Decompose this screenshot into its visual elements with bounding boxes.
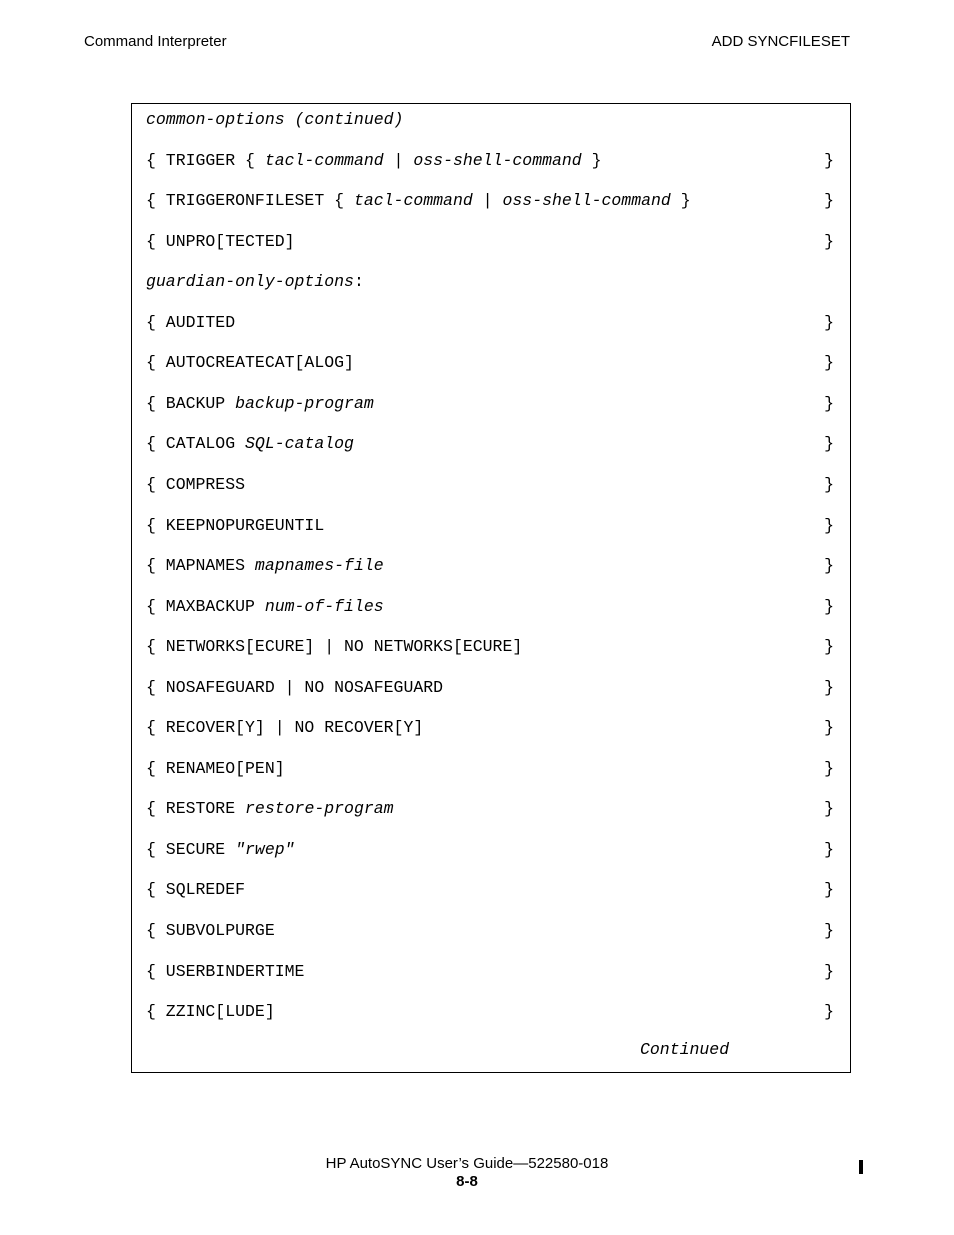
closing-brace: }	[824, 312, 834, 332]
syntax-keyword: { UNPRO[TECTED]	[146, 231, 295, 251]
syntax-variable: tacl-command	[353, 191, 473, 211]
syntax-keyword: { AUDITED	[146, 312, 236, 332]
syntax-line	[146, 150, 834, 172]
closing-brace: }	[824, 1002, 834, 1022]
syntax-keyword: { BACKUP	[146, 393, 236, 413]
closing-brace: }	[824, 718, 834, 738]
running-header-right: ADD SYNCFILESET	[711, 33, 850, 50]
syntax-line	[146, 393, 834, 415]
syntax-line	[146, 190, 834, 212]
closing-brace: }	[824, 637, 834, 657]
syntax-keyword: { SUBVOLPURGE	[146, 921, 275, 940]
syntax-line	[146, 271, 834, 293]
closing-brace: }	[824, 758, 834, 778]
closing-brace: }	[824, 353, 834, 373]
closing-brace: }	[824, 596, 834, 616]
syntax-variable: num-of-files	[264, 596, 384, 616]
syntax-keyword: { NOSAFEGUARD | NO NOSAFEGUARD	[146, 677, 444, 697]
closing-brace: }	[824, 799, 834, 819]
syntax-line	[146, 474, 834, 496]
syntax-keyword: { RECOVER[Y] | NO RECOVER[Y]	[146, 718, 424, 738]
syntax-keyword: }	[670, 191, 691, 211]
syntax-line	[146, 1001, 834, 1023]
syntax-line	[146, 515, 834, 537]
syntax-line	[146, 758, 834, 780]
closing-brace: }	[824, 880, 834, 900]
closing-brace: }	[824, 150, 834, 170]
syntax-line	[146, 677, 834, 699]
syntax-keyword: { ZZINC[LUDE]	[146, 1002, 275, 1022]
syntax-line	[146, 596, 834, 618]
syntax-line	[146, 920, 834, 942]
page-number: 8-8	[456, 1173, 478, 1190]
syntax-keyword: { COMPRESS	[146, 474, 246, 494]
syntax-line	[146, 798, 834, 820]
syntax-keyword: :	[353, 272, 364, 292]
syntax-keyword: { USERBINDERTIME	[146, 961, 305, 981]
syntax-keyword: { RESTORE	[146, 799, 246, 819]
syntax-variable: restore-program	[245, 799, 394, 819]
closing-brace: }	[824, 231, 834, 251]
syntax-keyword: { AUTOCREATECAT[ALOG]	[146, 353, 354, 373]
syntax-keyword: { SQLREDEF	[146, 880, 246, 900]
syntax-line	[146, 879, 834, 901]
syntax-keyword: { RENAMEO[PEN]	[146, 758, 285, 778]
closing-brace: }	[824, 839, 834, 859]
syntax-keyword: { KEEPNOPURGEUNTIL	[146, 515, 325, 535]
change-bar	[859, 1160, 863, 1174]
continued-label: Continued	[640, 1039, 730, 1059]
footer-title: HP AutoSYNC User’s Guide—522580-018	[325, 1155, 609, 1172]
syntax-variable: SQL-catalog	[245, 434, 354, 454]
syntax-keyword: { SECURE	[146, 839, 236, 859]
closing-brace: }	[824, 393, 834, 413]
syntax-line	[146, 555, 834, 577]
syntax-keyword: { TRIGGER {	[146, 150, 265, 170]
syntax-keyword: }	[581, 150, 602, 170]
closing-brace: }	[824, 474, 834, 494]
running-header-left: Command Interpreter	[84, 33, 227, 50]
syntax-variable: backup-program	[235, 393, 374, 413]
closing-brace: }	[824, 515, 834, 535]
syntax-variable: mapnames-file	[254, 556, 384, 576]
closing-brace: }	[824, 961, 834, 981]
syntax-line	[146, 109, 834, 131]
closing-brace: }	[824, 191, 834, 211]
syntax-line	[146, 312, 834, 334]
syntax-line	[146, 961, 834, 983]
closing-brace: }	[824, 677, 834, 697]
syntax-line	[146, 352, 834, 374]
syntax-variable: guardian-only-options	[146, 272, 354, 292]
closing-brace: }	[824, 434, 834, 454]
syntax-box	[131, 103, 851, 1073]
syntax-line	[146, 717, 834, 739]
syntax-variable: "rwep"	[235, 839, 295, 859]
closing-brace: }	[824, 556, 834, 576]
syntax-line	[146, 433, 834, 455]
closing-brace: }	[824, 921, 834, 940]
syntax-keyword: { NETWORKS[ECURE] | NO NETWORKS[ECURE]	[146, 637, 523, 657]
syntax-line	[146, 231, 834, 253]
syntax-line	[146, 636, 834, 658]
syntax-variable: common-options (continued)	[146, 110, 404, 129]
syntax-variable: oss-shell-command	[502, 191, 671, 211]
syntax-keyword: { CATALOG	[146, 434, 246, 454]
syntax-variable: tacl-command	[264, 150, 384, 170]
syntax-keyword: |	[472, 191, 503, 211]
syntax-variable: oss-shell-command	[413, 150, 582, 170]
page-footer	[0, 1155, 934, 1191]
syntax-keyword: { MAXBACKUP	[146, 596, 265, 616]
syntax-keyword: { TRIGGERONFILESET {	[146, 191, 354, 211]
syntax-keyword: { MAPNAMES	[146, 556, 255, 576]
syntax-keyword: |	[383, 150, 414, 170]
syntax-line	[146, 839, 834, 861]
